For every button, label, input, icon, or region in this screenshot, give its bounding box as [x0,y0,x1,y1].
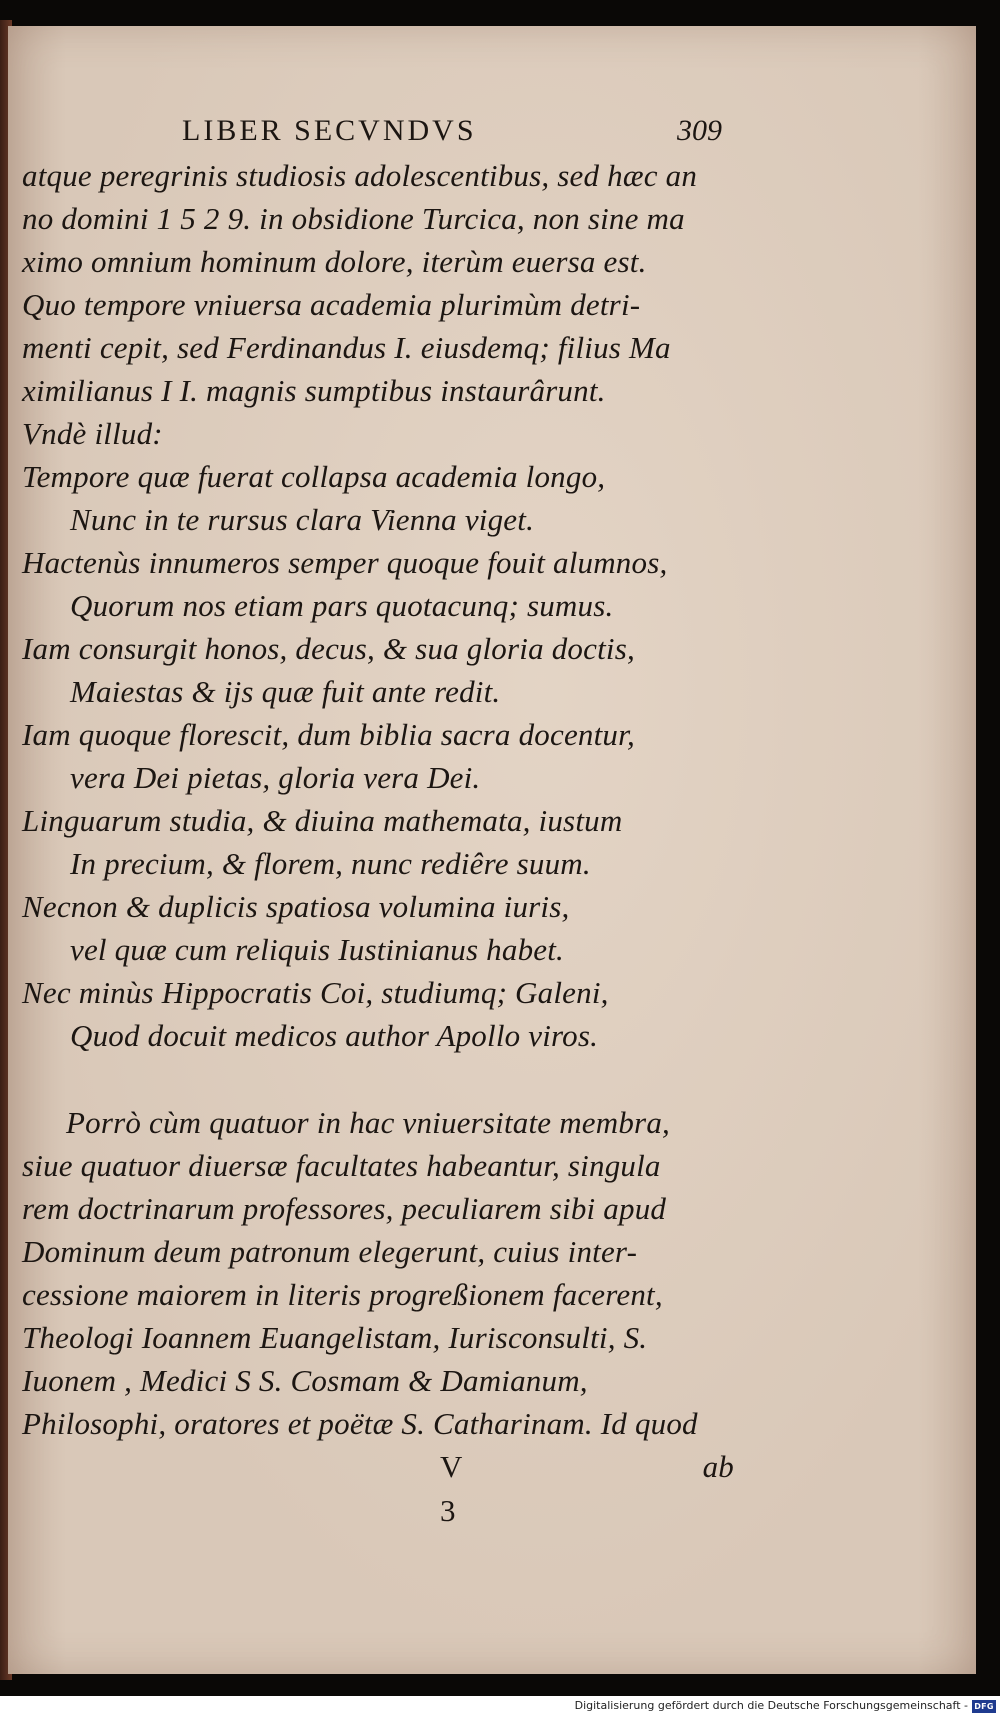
text-line: Vndè illud: [22,416,163,451]
signature-mark: V 3 [440,1449,484,1528]
running-head-title: LIBER SECVNDVS [182,114,477,147]
verse-hexameter: Necnon & duplicis spatiosa volumina iuris, [22,889,570,924]
verse-hexameter: Iam consurgit honos, decus, & sua gloria doctis, [22,631,635,666]
paragraph-gap [22,1057,734,1101]
paragraph-line: Iuonem , Medici S S. Cosmam & Damianum, [22,1363,588,1398]
dfg-logo: DFG [972,1700,996,1713]
verse-hexameter: Nec minùs Hippocratis Coi, studiumq; Galeni, [22,975,609,1010]
text-line: no domini 1 5 2 9. in obsidione Turcica, non sine ma [22,201,685,236]
verse-pentameter: vel quæ cum reliquis Iustinianus habet. [70,932,564,967]
text-line: atque peregrinis studiosis adolescentibus, sed hæc an [22,158,698,193]
paragraph-line: Dominum deum patronum elegerunt, cuius inter- [22,1234,638,1269]
running-head [22,114,734,154]
funding-credit: Digitalisierung gefördert durch die Deutsche Forschungsgemeinschaft - [574,1699,968,1712]
verse-pentameter: Quod docuit medicos author Apollo viros. [70,1018,599,1053]
verse-pentameter: vera Dei pietas, gloria vera Dei. [70,760,481,795]
paragraph-line: Theologi Ioannem Euangelistam, Iurisconsulti, S. [22,1320,648,1355]
book-page [8,26,976,1674]
paragraph-line: Porrò cùm quatuor in hac vniuersitate membra, [66,1105,670,1140]
text-line: ximilianus I I. magnis sumptibus instaurârunt. [22,373,606,408]
page-number: 309 [677,114,722,147]
catchword: ab [702,1449,734,1484]
footer-bar [0,1696,1000,1718]
paragraph-line: rem doctrinarum professores, peculiarem sibi apud [22,1191,667,1226]
text-line: menti cepit, sed Ferdinandus I. eiusdemq; filius Ma [22,330,671,365]
paragraph-line: Philosophi, oratores et poëtæ S. Catharinam. Id quod [22,1406,698,1441]
paragraph-line: cessione maiorem in literis progreßionem facerent, [22,1277,663,1312]
text-line: Quo tempore vniuersa academia plurimùm detri- [22,287,641,322]
verse-hexameter: Linguarum studia, & diuina mathemata, iustum [22,803,623,838]
paragraph-line: siue quatuor diuersæ facultates habeantur, singula [22,1148,661,1183]
text-line: ximo omnium hominum dolore, iterùm euersa est. [22,244,647,279]
verse-hexameter: Hactenùs innumeros semper quoque fouit alumnos, [22,545,668,580]
verse-pentameter: Nunc in te rursus clara Vienna viget. [70,502,535,537]
catchline [22,1445,734,1528]
verse-hexameter: Tempore quæ fuerat collapsa academia longo, [22,459,606,494]
verse-pentameter: In precium, & florem, nunc rediêre suum. [70,846,591,881]
verse-pentameter: Quorum nos etiam pars quotacunq; sumus. [70,588,614,623]
page-text [22,114,734,1528]
verse-hexameter: Iam quoque florescit, dum biblia sacra docentur, [22,717,635,752]
verse-pentameter: Maiestas & ijs quæ fuit ante redit. [70,674,501,709]
